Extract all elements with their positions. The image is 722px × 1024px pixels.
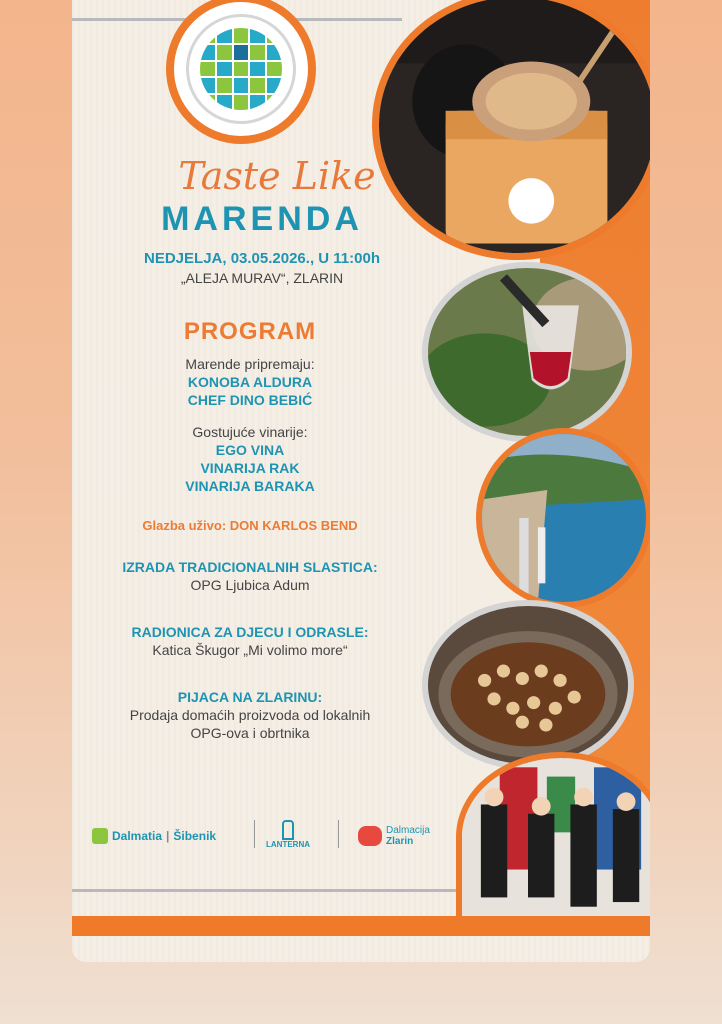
workshop-title: RADIONICA ZA DJECU I ODRASLE:	[131, 624, 369, 640]
divider-bottom	[72, 889, 462, 892]
workshop-block	[72, 623, 428, 659]
lantern-icon	[282, 820, 294, 840]
logo-text: Dalmatia	[112, 829, 163, 843]
wine-label: Gostujuće vinarije:	[192, 424, 308, 440]
brand-title: MARENDA	[161, 200, 363, 238]
globe-icon	[200, 28, 282, 110]
logo-text: Zlarin	[386, 836, 414, 847]
music-block	[72, 518, 428, 533]
wine-name: EGO VINA	[215, 442, 285, 458]
workshop-text: Katica Škugor „Mi volimo more“	[152, 642, 348, 658]
prep-block	[72, 355, 428, 409]
market-text: Prodaja domaćih proizvoda od lokalnih	[129, 707, 371, 723]
dalmacija-zlarin-logo	[358, 816, 430, 856]
logo-text: LANTERNA	[266, 840, 310, 849]
sponsor-logos	[88, 816, 444, 856]
dalmatia-sibenik-logo: Dalmatia | Šibenik	[92, 816, 216, 856]
event-place: „ALEJA MURAV“, ZLARIN	[180, 270, 344, 286]
photo-wine-glass	[422, 262, 632, 442]
sweets-title: IZRADA TRADICIONALNIH SLASTICA:	[122, 559, 378, 575]
lanterna-logo	[266, 816, 310, 856]
event-poster	[72, 0, 650, 962]
logo-text: Dalmacija	[386, 825, 430, 836]
logo-text: Šibenik	[173, 829, 217, 843]
music-label: Glazba uživo: DON KARLOS BEND	[142, 518, 358, 533]
market-block	[72, 688, 428, 742]
wine-block	[72, 423, 428, 495]
photo-harbor	[476, 428, 650, 608]
marenda-logo	[166, 0, 316, 144]
event-date: NEDJELJA, 03.05.2026., U 11:00h	[144, 250, 380, 267]
prep-name: CHEF DINO BEBIĆ	[187, 392, 313, 408]
zlarin-icon	[358, 826, 382, 846]
prep-name: KONOBA ALDURA	[187, 374, 313, 390]
script-title: Taste Like	[178, 154, 376, 198]
prep-label: Marende pripremaju:	[185, 356, 315, 372]
wine-name: VINARIJA BARAKA	[185, 478, 315, 494]
market-text: OPG-ova i obrtnika	[190, 725, 310, 741]
sweets-block	[72, 558, 428, 594]
photo-sweets-pot	[422, 600, 634, 770]
program-heading: PROGRAM	[183, 318, 317, 345]
wine-name: VINARIJA RAK	[200, 460, 300, 476]
market-title: PIJACA NA ZLARINU:	[177, 689, 323, 705]
sweets-text: OPG Ljubica Adum	[190, 577, 310, 593]
photo-band	[456, 752, 650, 922]
